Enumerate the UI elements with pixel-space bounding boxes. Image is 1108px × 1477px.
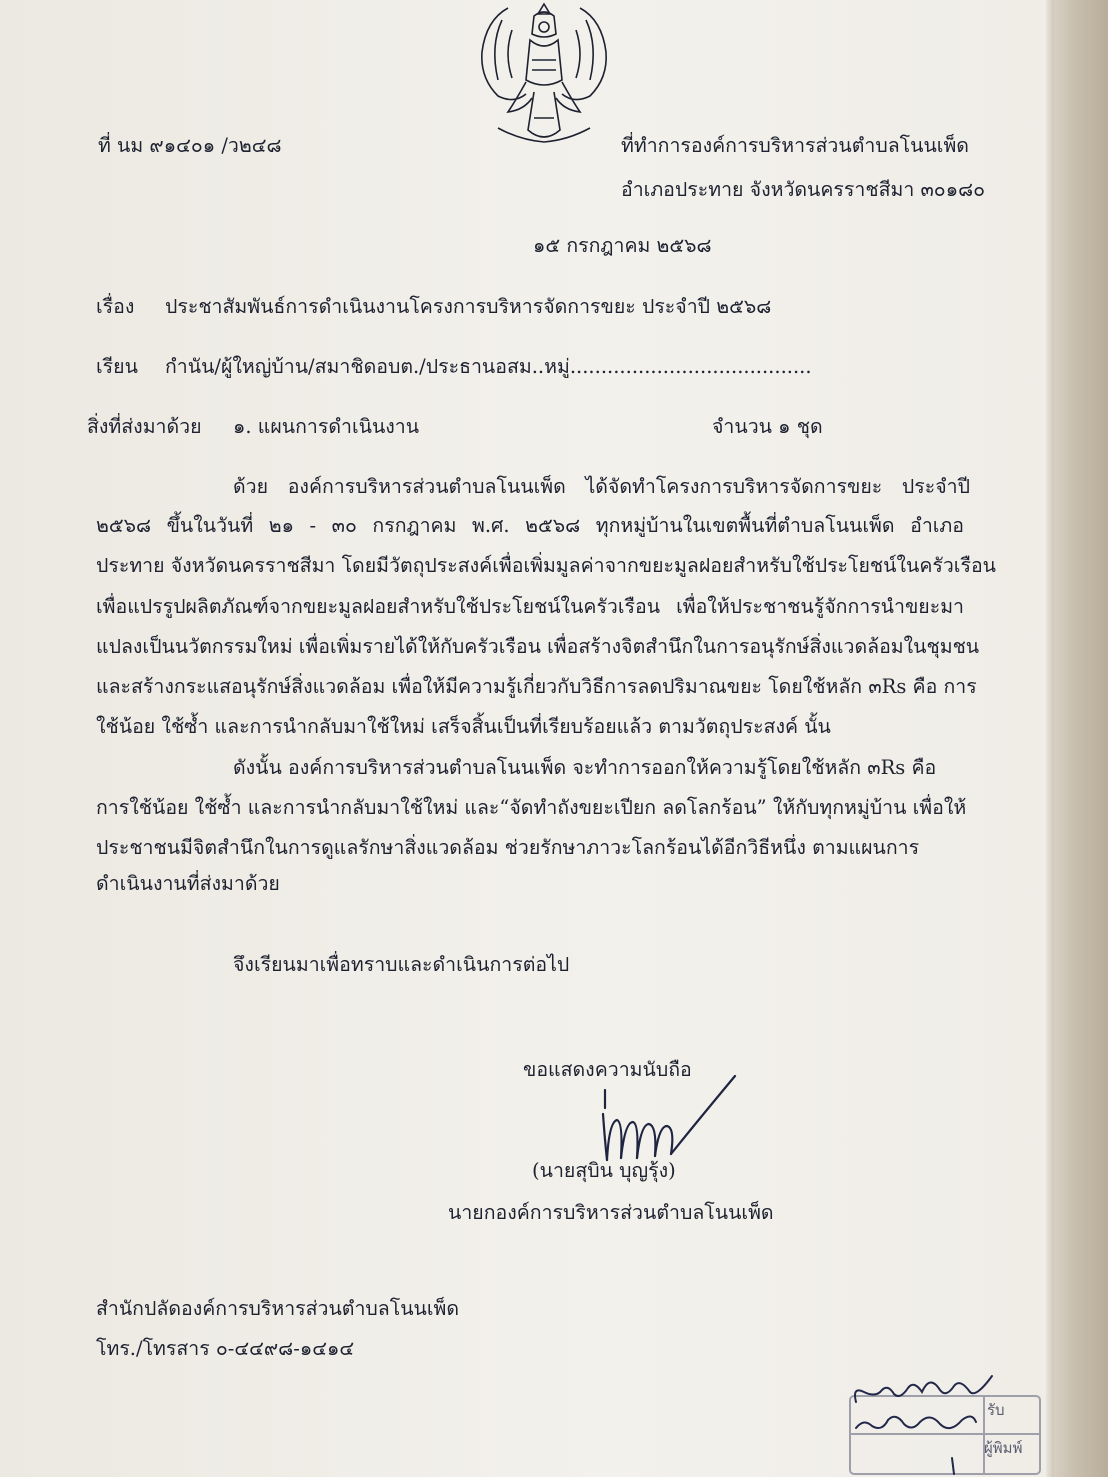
paragraph1-line: เพื่อแปรรูปผลิตภัณฑ์จากขยะมูลฝอยสำหรับใช้ประโยชน์ในครัวเรือน เพื่อให้ประชาชนรู้จักการนำขยะมา bbox=[96, 595, 964, 618]
paragraph2-line: การใช้น้อย ใช้ซ้ำ และการนำกลับมาใช้ใหม่ และ“จัดทำถังขยะเปียก ลดโลกร้อน” ให้กับทุกหมู่บ้าน เพื่อให้ bbox=[96, 796, 967, 819]
office-address-line2: อำเภอประทาย จังหวัดนครราชสีมา ๓๐๑๘๐ bbox=[621, 178, 986, 201]
paragraph1-line: ประทาย จังหวัดนครราชสีมา โดยมีวัตถุประสงค์เพื่อเพิ่มมูลค่าจากขยะมูลฝอยสำหรับใช้ประโยชน์ในครัวเรือน bbox=[96, 554, 996, 577]
enclosure-label: สิ่งที่ส่งมาด้วย bbox=[87, 415, 202, 438]
footer-phone: โทร./โทรสาร ๐-๔๔๙๘-๑๔๑๔ bbox=[96, 1337, 355, 1360]
paper-edge bbox=[1046, 0, 1054, 1477]
paragraph2-line: ประชาชนมีจิตสำนึกในการดูแลรักษาสิ่งแวดล้อม ช่วยรักษาภาวะโลกร้อนได้อีกวิธีหนึ่ง ตามแผนการ bbox=[96, 836, 920, 859]
stamp-text-received: รับ bbox=[987, 1401, 1005, 1419]
paragraph2-line: ดังนั้น องค์การบริหารส่วนตำบลโนนเพ็ด จะทำการออกให้ความรู้โดยใช้หลัก ๓Rs คือ bbox=[233, 756, 937, 779]
paragraph2-line: ดำเนินงานที่ส่งมาด้วย bbox=[96, 872, 280, 895]
closing-sentence: จึงเรียนมาเพื่อทราบและดำเนินการต่อไป bbox=[233, 953, 570, 976]
letter-date: ๑๕ กรกฎาคม ๒๕๖๘ bbox=[533, 234, 712, 257]
handwritten-signature-icon bbox=[585, 1072, 745, 1172]
reference-number: ที่ นม ๙๑๔๐๑ /ว๒๔๘ bbox=[98, 134, 282, 157]
subject-label: เรื่อง bbox=[96, 295, 135, 318]
office-address-line1: ที่ทำการองค์การบริหารส่วนตำบลโนนเพ็ด bbox=[621, 134, 969, 157]
to-text: กำนัน/ผู้ใหญ่บ้าน/สมาชิดอบต./ประธานอสม..หมู่....................................... bbox=[165, 355, 812, 378]
paper-shadow bbox=[1052, 0, 1108, 1477]
to-label: เรียน bbox=[96, 355, 138, 378]
signer-name: (นายสุบิน บุญรุ้ง) bbox=[532, 1159, 676, 1182]
enclosure-item: ๑. แผนการดำเนินงาน bbox=[233, 415, 420, 438]
paragraph1-line: ด้วย องค์การบริหารส่วนตำบลโนนเพ็ด ได้จัดทำโครงการบริหารจัดการขยะ ประจำปี bbox=[233, 475, 970, 498]
paragraph1-line: และสร้างกระแสอนุรักษ์สิ่งแวดล้อม เพื่อให้มีความรู้เกี่ยวกับวิธีการลดปริมาณขยะ โดยใช้หลัก ๓Rs คือ การ bbox=[96, 675, 977, 698]
enclosure-quantity: จำนวน ๑ ชุด bbox=[712, 415, 823, 438]
paragraph1-line: แปลงเป็นนวัตกรรมใหม่ เพื่อเพิ่มรายได้ให้กับครัวเรือน เพื่อสร้างจิตสำนึกในการอนุรักษ์สิ่งแวดล้อมในชุมชน bbox=[96, 635, 980, 658]
signer-position: นายกองค์การบริหารส่วนตำบลโนนเพ็ด bbox=[448, 1201, 774, 1224]
paragraph1-line: ๒๕๖๘ ขึ้นในวันที่ ๒๑ - ๓๐ กรกฎาคม พ.ศ. ๒๕๖๘ ทุกหมู่บ้านในเขตพื้นที่ตำบลโนนเพ็ด อำเภอ bbox=[96, 514, 964, 537]
subject-text: ประชาสัมพันธ์การดำเนินงานโครงการบริหารจัดการขยะ ประจำปี ๒๕๖๘ bbox=[165, 295, 772, 318]
paragraph1-line: ใช้น้อย ใช้ซ้ำ และการนำกลับมาใช้ใหม่ เสร็จสิ้นเป็นที่เรียบร้อยแล้ว ตามวัตถุประสงค์ นั้น bbox=[96, 715, 831, 738]
salutation: ขอแสดงความนับถือ bbox=[523, 1058, 692, 1081]
stamp-text-typist: ผู้พิมพ์ bbox=[984, 1439, 1023, 1457]
garuda-emblem-icon bbox=[468, 0, 620, 150]
footer-office: สำนักปลัดองค์การบริหารส่วนตำบลโนนเพ็ด bbox=[96, 1297, 460, 1320]
